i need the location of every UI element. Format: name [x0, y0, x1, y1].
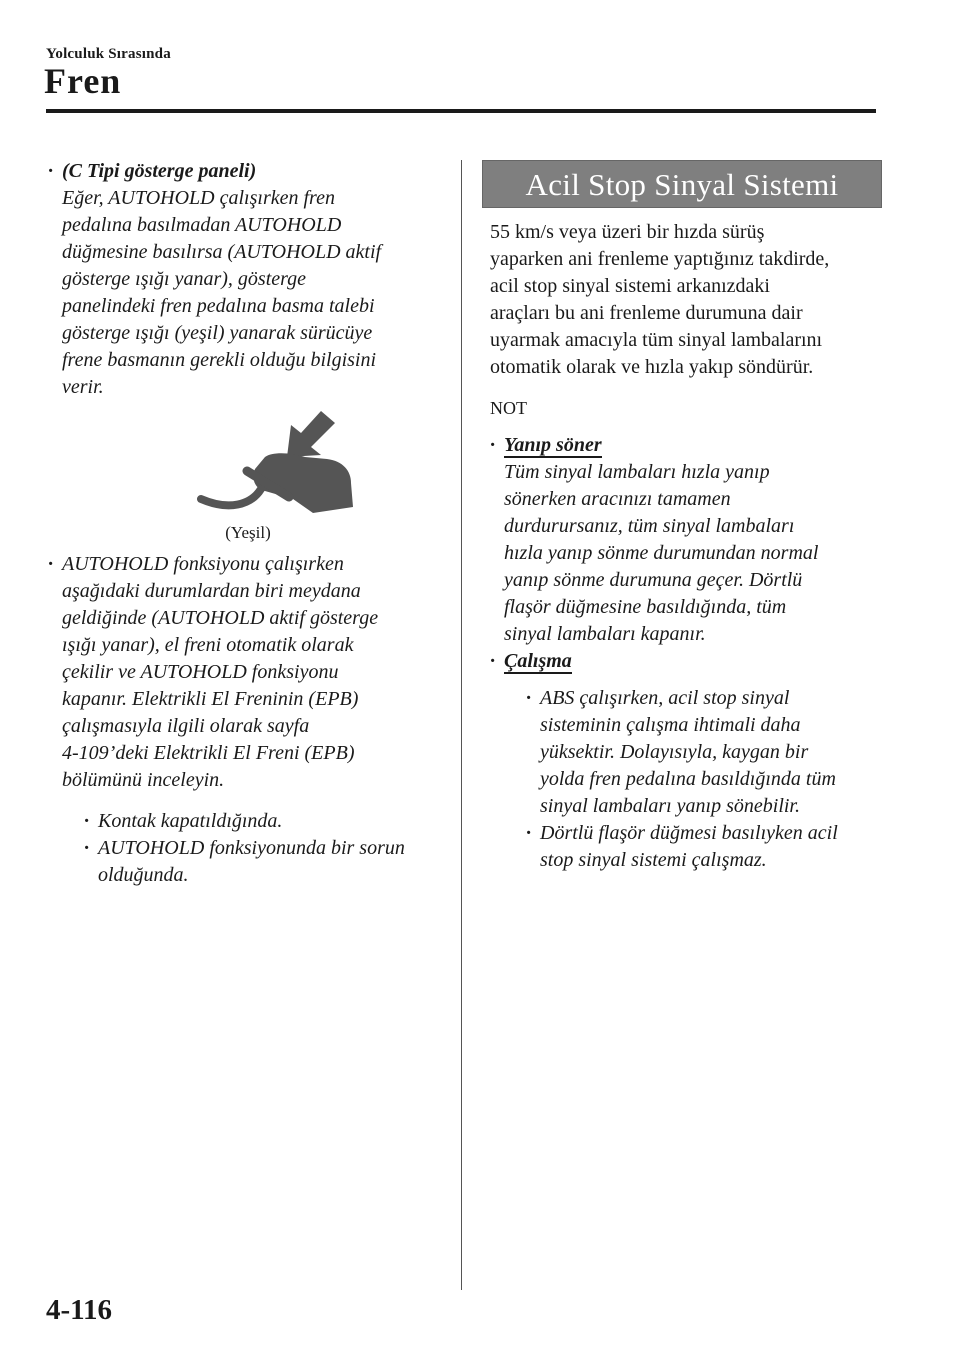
- figure-caption: (Yeşil): [225, 523, 271, 542]
- text-line: sönerken aracınızı tamamen: [504, 488, 731, 510]
- intro-paragraph: [490, 219, 880, 381]
- note-bullet-flashing: [490, 432, 880, 648]
- text-line: gösterge ışığı yanar), gösterge: [62, 268, 307, 290]
- text-line: acil stop sinyal sistemi arkanızdaki: [490, 275, 770, 297]
- text-line: yaparken ani frenleme yaptığınız takdirde,: [490, 248, 830, 270]
- text-line: 55 km/s veya üzeri bir hızda sürüş: [490, 221, 765, 243]
- text-line: 4-109’deki Elektrikli El Freni (EPB): [62, 742, 355, 764]
- text-line: yüksektir. Dolayısıyla, kaygan bir: [540, 741, 809, 763]
- text-line: kapanır. Elektrikli El Freninin (EPB): [62, 688, 359, 710]
- text-line: · AUTOHOLD fonksiyonu çalışırken: [62, 553, 344, 575]
- right-column: [490, 158, 880, 874]
- text-line: stop sinyal sistemi çalışmaz.: [540, 849, 767, 871]
- text-line: sisteminin çalışma ihtimali daha: [540, 714, 801, 736]
- text-line: · ABS çalışırken, acil stop sinyal: [540, 687, 790, 709]
- text-line: olduğunda.: [98, 864, 189, 886]
- header-rule: [46, 109, 876, 113]
- note-heading: Yanıp söner: [504, 434, 602, 456]
- text-line: düğmesine basılırsa (AUTOHOLD aktif: [62, 241, 382, 263]
- text-line: panelindeki fren pedalına basma talebi: [62, 295, 375, 317]
- text-line: durdurursanız, tüm sinyal lambaları: [504, 515, 795, 537]
- page-number: 4-116: [46, 1294, 113, 1326]
- text-line: bölümünü inceleyin.: [62, 769, 225, 791]
- note-label: NOT: [490, 398, 527, 418]
- section-label: Yolculuk Sırasında: [46, 46, 171, 62]
- sub-bullet-ignition-off: [84, 808, 448, 835]
- text-line: yanıp sönme durumuna geçer. Dörtlü: [504, 569, 803, 591]
- text-line: araçları bu ani frenleme durumuna dair: [490, 302, 803, 324]
- brake-pedal-press-icon: [193, 409, 363, 521]
- left-column: [48, 158, 448, 889]
- sub-bullet-autohold-fault: [84, 835, 448, 889]
- text-line: hızla yanıp sönme durumundan normal: [504, 542, 819, 564]
- bullet-heading: · (C Tipi gösterge paneli): [62, 160, 257, 182]
- sub-bullet-hazard-switch: [526, 820, 880, 874]
- text-line: · AUTOHOLD fonksiyonunda bir sorun: [98, 837, 405, 859]
- text-line: otomatik olarak ve hızla yakıp söndürür.: [490, 356, 814, 378]
- text-line: aşağıdaki durumlardan biri meydana: [62, 580, 361, 602]
- text-line: pedalına basılmadan AUTOHOLD: [62, 214, 342, 236]
- text-line: yolda fren pedalına basıldığında tüm: [540, 768, 836, 790]
- text-line: Tüm sinyal lambaları hızla yanıp: [504, 461, 770, 483]
- bullet-c-type-panel: [48, 158, 448, 401]
- note-bullet-operation: [490, 648, 880, 874]
- text-line: verir.: [62, 376, 104, 398]
- page-title: Fren: [44, 61, 122, 101]
- text-line: · Dörtlü flaşör düğmesi basılıyken acil: [540, 822, 838, 844]
- bullet-autohold-auto-brake: [48, 551, 448, 889]
- text-line: sinyal lambaları yanıp sönebilir.: [540, 795, 800, 817]
- text-line: frene basmanın gerekli olduğu bilgisini: [62, 349, 377, 371]
- text-line: geldiğinde (AUTOHOLD aktif gösterge: [62, 607, 379, 629]
- text-line: çekilir ve AUTOHOLD fonksiyonu: [62, 661, 339, 683]
- text-line: çalışmasıyla ilgili olarak sayfa: [62, 715, 310, 737]
- sub-bullet-abs: [526, 685, 880, 820]
- text-line: ışığı yanar), el freni otomatik olarak: [62, 634, 354, 656]
- text-line: Eğer, AUTOHOLD çalışırken fren: [62, 187, 335, 209]
- text-line: gösterge ışığı (yeşil) yanarak sürücüye: [62, 322, 373, 344]
- text-line: · Kontak kapatıldığında.: [98, 810, 283, 832]
- text-line: sinyal lambaları kapanır.: [504, 623, 706, 645]
- text-line: uyarmak amacıyla tüm sinyal lambalarını: [490, 329, 823, 351]
- column-divider: [461, 160, 462, 1290]
- section-banner: Acil Stop Sinyal Sistemi: [482, 160, 882, 208]
- note-heading: Çalışma: [504, 650, 572, 672]
- brake-pedal-figure: [48, 409, 448, 543]
- text-line: flaşör düğmesine basıldığında, tüm: [504, 596, 787, 618]
